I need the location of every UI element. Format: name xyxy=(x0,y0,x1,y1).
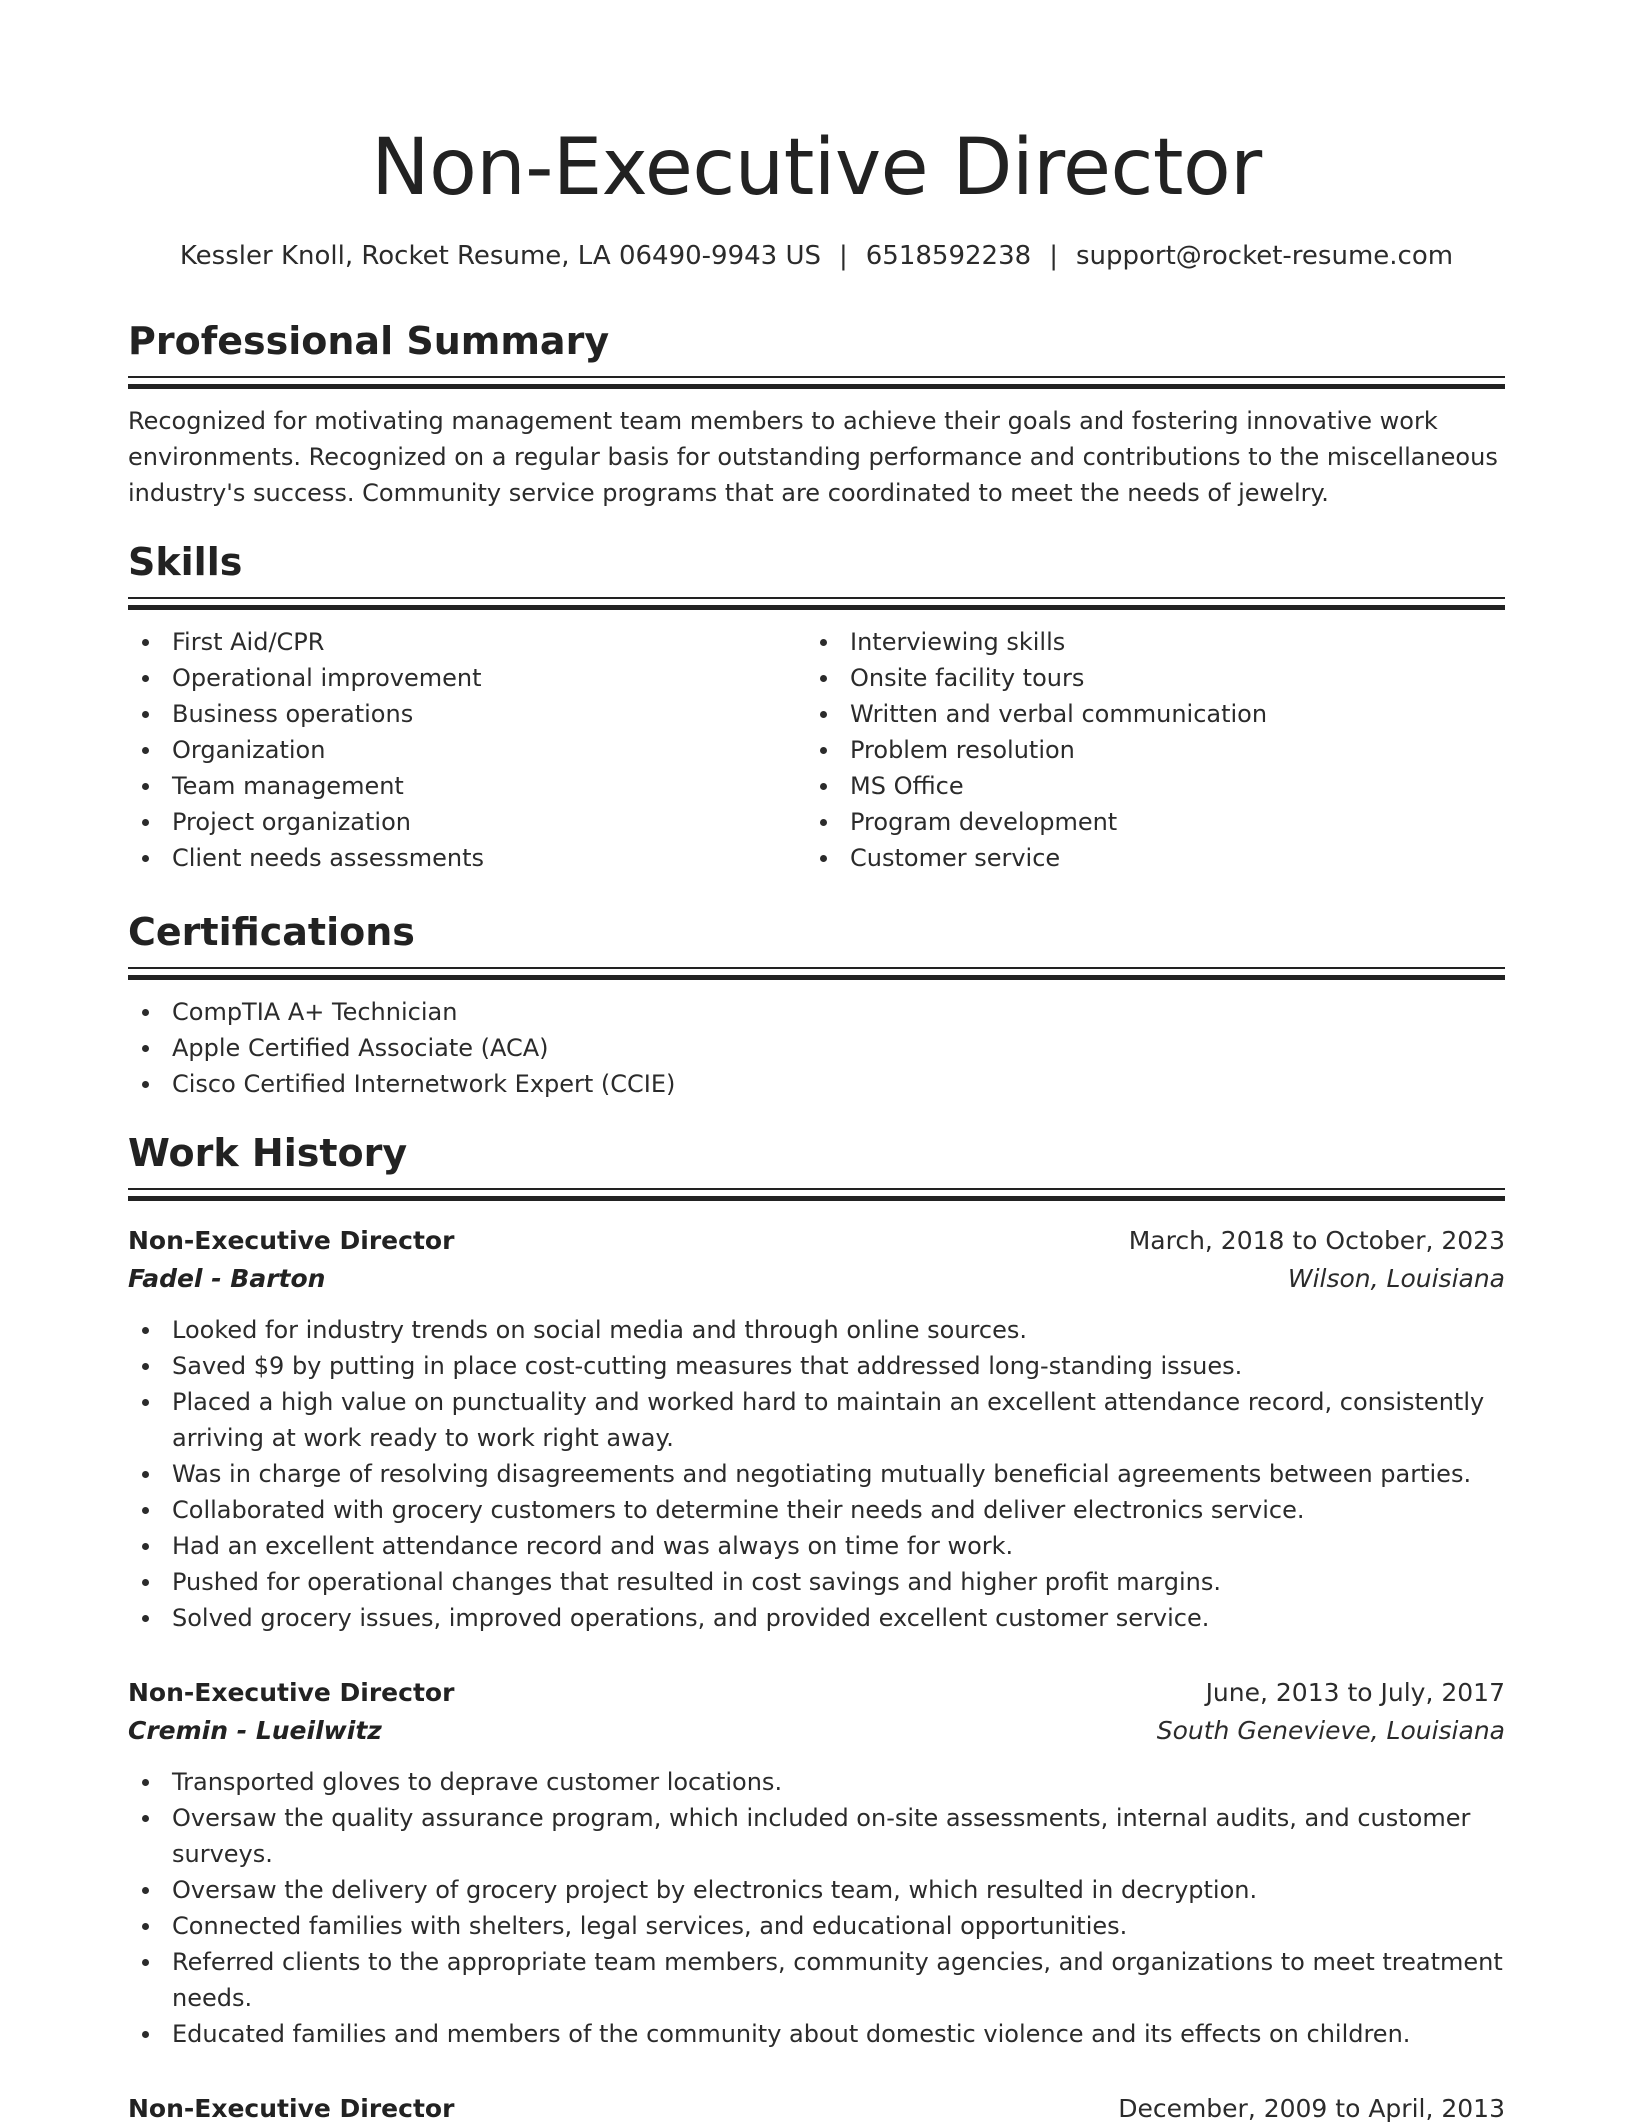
job-header xyxy=(128,1222,1505,1260)
job-bullet: Collaborated with grocery customers to determine their needs and deliver electronics service. xyxy=(128,1492,1505,1528)
skill-item: Customer service xyxy=(806,840,1484,876)
job-bullet: Educated families and members of the community about domestic violence and its effects on children. xyxy=(128,2016,1505,2052)
summary-section xyxy=(128,316,1505,511)
skill-item: Operational improvement xyxy=(128,660,806,696)
certifications-heading: Certifications xyxy=(128,910,415,954)
skill-item: First Aid/CPR xyxy=(128,624,806,660)
job-bullets xyxy=(128,1764,1505,2052)
skill-item: Team management xyxy=(128,768,806,804)
job-subheader xyxy=(128,1260,1505,1298)
job-location: Wilson, Louisiana xyxy=(1287,1264,1505,1293)
job-entry xyxy=(128,2090,1505,2128)
skills-columns xyxy=(128,610,1505,876)
job-bullet: Oversaw the delivery of grocery project by electronics team, which resulted in decryption. xyxy=(128,1872,1505,1908)
job-bullet: Was in charge of resolving disagreements and negotiating mutually beneficial agreements between parties. xyxy=(128,1456,1505,1492)
contact-email: support@rocket-resume.com xyxy=(1075,241,1454,271)
job-header xyxy=(128,1674,1505,1712)
skills-list-left xyxy=(128,624,806,876)
skill-item: Organization xyxy=(128,732,806,768)
certifications-list xyxy=(128,994,1505,1102)
job-dates: June, 2013 to July, 2017 xyxy=(1205,1678,1505,1707)
section-divider-thick xyxy=(128,1196,1505,1201)
job-title: Non-Executive Director xyxy=(128,2094,455,2123)
job-bullet: Connected families with shelters, legal services, and educational opportunities. xyxy=(128,1908,1505,1944)
skills-heading: Skills xyxy=(128,540,243,584)
job-bullet: Pushed for operational changes that resulted in cost savings and higher profit margins. xyxy=(128,1564,1505,1600)
skill-item: Program development xyxy=(806,804,1484,840)
job-bullet: Had an excellent attendance record and was always on time for work. xyxy=(128,1528,1505,1564)
contact-separator: | xyxy=(839,241,848,271)
certification-item: Cisco Certified Internetwork Expert (CCIE) xyxy=(128,1066,1505,1102)
job-location: South Genevieve, Louisiana xyxy=(1156,1716,1505,1745)
skill-item: Business operations xyxy=(128,696,806,732)
section-divider xyxy=(128,1188,1505,1190)
job-bullet: Solved grocery issues, improved operations, and provided excellent customer service. xyxy=(128,1600,1505,1636)
work-history-heading: Work History xyxy=(128,1131,408,1175)
job-title: Non-Executive Director xyxy=(128,1678,455,1707)
skill-item: Client needs assessments xyxy=(128,840,806,876)
certifications-section xyxy=(128,907,1505,1102)
contact-line xyxy=(128,238,1505,274)
skill-item: Problem resolution xyxy=(806,732,1484,768)
job-bullet: Saved $9 by putting in place cost-cutting measures that addressed long-standing issues. xyxy=(128,1348,1505,1384)
summary-text: Recognized for motivating management team members to achieve their goals and fostering innovative work environments. Recognized on a regular basis for outstanding performance and contributions to the miscellaneous industry's success. Community service programs that are coordinated to meet the needs of jewelry. xyxy=(128,407,1498,507)
section-divider-thick xyxy=(128,975,1505,980)
skill-item: MS Office xyxy=(806,768,1484,804)
work-history-section xyxy=(128,1128,1505,1201)
skill-item: Onsite facility tours xyxy=(806,660,1484,696)
contact-separator: | xyxy=(1049,241,1058,271)
job-company: Fadel - Barton xyxy=(128,1264,326,1293)
job-subheader xyxy=(128,1712,1505,1750)
job-bullet: Oversaw the quality assurance program, which included on-site assessments, internal audits, and customer surveys. xyxy=(128,1800,1505,1872)
job-bullet: Transported gloves to deprave customer locations. xyxy=(128,1764,1505,1800)
job-entry xyxy=(128,1674,1505,2052)
certification-item: CompTIA A+ Technician xyxy=(128,994,1505,1030)
summary-heading: Professional Summary xyxy=(128,319,610,363)
job-bullet: Placed a high value on punctuality and worked hard to maintain an excellent attendance record, consistently arriving at work ready to work right away. xyxy=(128,1384,1505,1456)
job-title: Non-Executive Director xyxy=(128,1226,455,1255)
skill-item: Project organization xyxy=(128,804,806,840)
skills-section xyxy=(128,537,1505,876)
certification-item: Apple Certified Associate (ACA) xyxy=(128,1030,1505,1066)
job-dates: March, 2018 to October, 2023 xyxy=(1128,1226,1505,1255)
section-divider-thick xyxy=(128,384,1505,389)
job-bullets xyxy=(128,1312,1505,1636)
resume-title: Non-Executive Director xyxy=(371,123,1262,213)
contact-phone: 6518592238 xyxy=(865,241,1032,271)
skill-item: Written and verbal communication xyxy=(806,696,1484,732)
skills-list-right xyxy=(806,624,1484,876)
job-entry xyxy=(128,1222,1505,1636)
section-divider xyxy=(128,597,1505,599)
job-header xyxy=(128,2090,1505,2128)
job-bullet: Looked for industry trends on social media and through online sources. xyxy=(128,1312,1505,1348)
section-divider xyxy=(128,376,1505,378)
contact-address: Kessler Knoll, Rocket Resume, LA 06490-9943 US xyxy=(179,241,821,271)
job-bullet: Referred clients to the appropriate team members, community agencies, and organizations to meet treatment needs. xyxy=(128,1944,1505,2016)
skill-item: Interviewing skills xyxy=(806,624,1484,660)
job-company: Cremin - Lueilwitz xyxy=(128,1716,382,1745)
section-divider xyxy=(128,967,1505,969)
job-dates: December, 2009 to April, 2013 xyxy=(1118,2094,1505,2123)
